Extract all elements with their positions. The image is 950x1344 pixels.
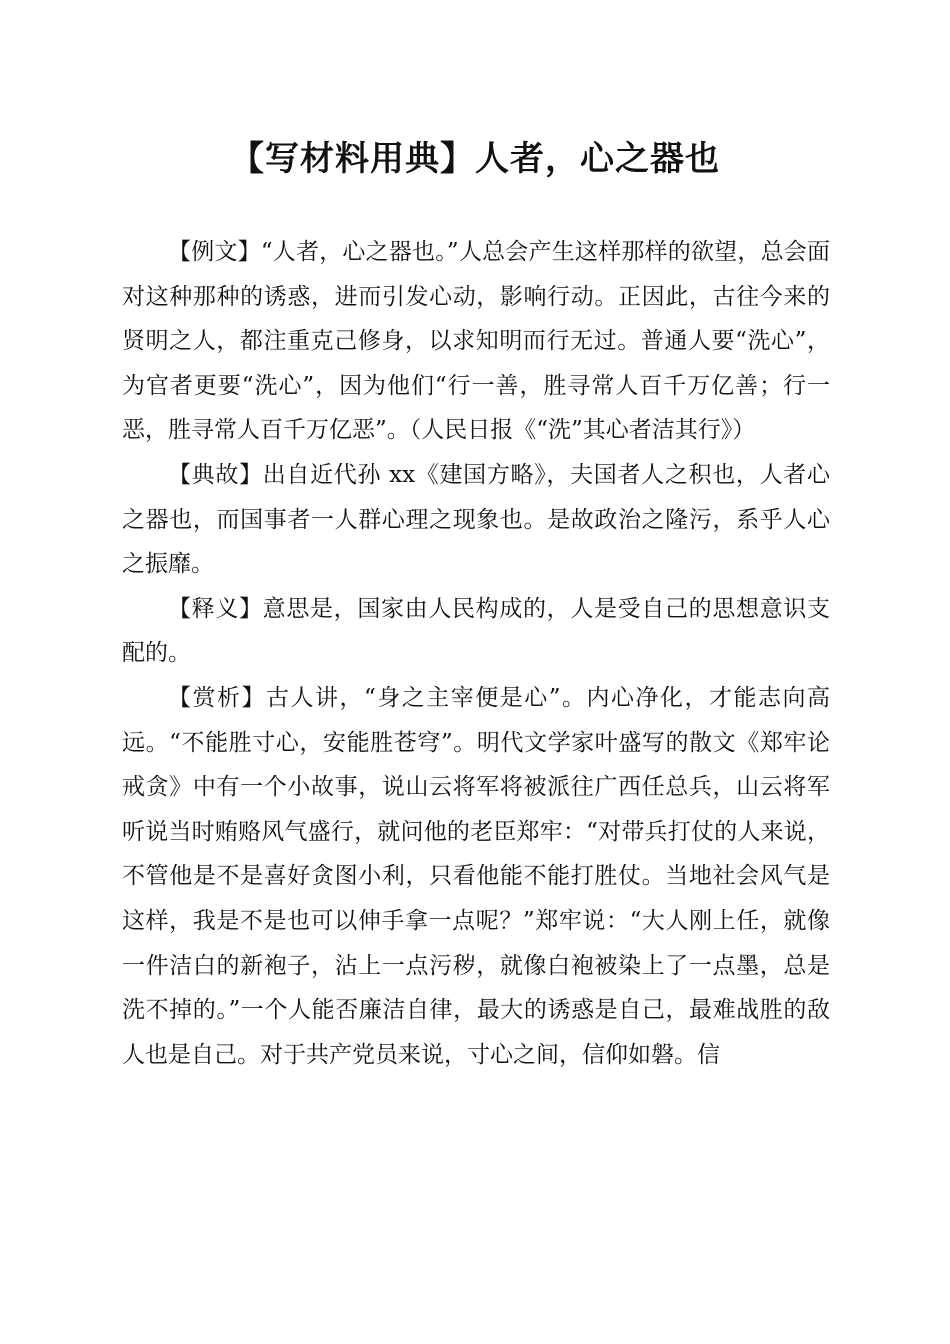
paragraph-example: 【例文】“人者，心之器也。”人总会产生这样那样的欲望，总会面对这种那种的诱惑，进而引发心动，影响行动。正因此，古往今来的贤明之人，都注重克己修身，以求知明而行无过。普通人要“洗心”，为官者更要“洗心”，因为他们“行一善，胜寻常人百千万亿善；行一恶，胜寻常人百千万亿恶”。（人民日报《“洗”其心者洁其行》） xyxy=(122,239,830,444)
document-body xyxy=(122,230,830,1077)
paragraph-appreciation: 【赏析】古人讲，“身之主宰便是心”。内心净化，才能志向高远。“不能胜寸心，安能胜苍穹”。明代文学家叶盛写的散文《郑牢论戒贪》中有一个小故事，说山云将军将被派往广西任总兵，山云将军听说当时贿赂风气盛行，就问他的老臣郑牢：“对带兵打仗的人来说，不管他是不是喜好贪图小利，只看他能不能打胜仗。当地社会风气是这样，我是不是也可以伸手拿一点呢？”郑牢说：“大人刚上任，就像一件洁白的新袍子，沾上一点污秽，就像白袍被染上了一点墨，总是洗不掉的。”一个人能否廉洁自律，最大的诱惑是自己，最难战胜的敌人也是自己。对于共产党员来说，寸心之间，信仰如磐。信 xyxy=(122,684,830,1068)
document-title: 【写材料用典】人者，心之器也 xyxy=(230,139,720,179)
paragraph-allusion: 【典故】出自近代孙 xx《建国方略》，夫国者人之积也，人者心之器也，而国事者一人群心理之现象也。是故政治之隆污，系乎人心之振靡。 xyxy=(122,461,830,578)
paragraph-meaning: 【释义】意思是，国家由人民构成的，人是受自己的思想意识支配的。 xyxy=(122,595,830,667)
